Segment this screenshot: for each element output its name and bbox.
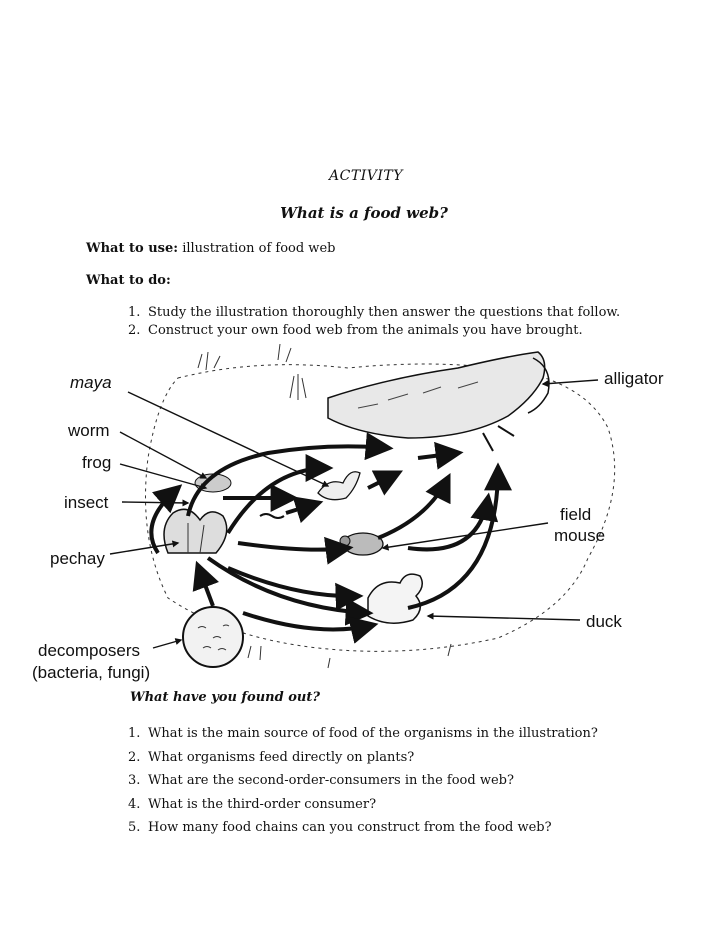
field-mouse-icon [340,533,383,555]
list-item [128,726,598,750]
label-maya: maya [70,373,112,392]
label-pechay: pechay [50,549,105,568]
label-frog: frog [82,453,112,472]
activity-heading: ACTIVITY [329,168,403,184]
found-out-heading: What have you found out? [130,690,320,705]
label-alligator: alligator [604,369,664,388]
label-duck: duck [586,612,622,631]
step-text: Construct your own food web from the animals you have brought. [148,323,583,338]
decomposer-arrow [198,566,213,606]
step-number: 2. [128,323,141,338]
label-mouse: mouse [554,526,606,545]
questions-list [128,726,598,844]
question-text: What is the third-order consumer? [148,796,377,812]
list-item [128,304,620,322]
label-field: field [560,505,592,524]
bird-icon [318,472,360,500]
label-bacteria-fungi: (bacteria, fungi) [32,663,151,682]
pechay-icon [164,509,227,553]
steps-list [128,304,620,340]
what-to-use-value: illustration of food web [182,241,336,256]
question-number: 5. [128,820,141,835]
question-number: 3. [128,773,141,788]
question-number: 2. [128,749,141,765]
question-text: How many food chains can you construct from the food web? [148,820,552,835]
what-to-do-label: What to do: [86,273,171,288]
label-worm: worm [68,421,110,440]
activity-subtitle: What is a food web? [280,204,448,222]
worm-icon [260,514,284,518]
decomposers-icon [183,607,243,667]
question-number: 4. [128,796,141,812]
list-item [128,797,598,821]
label-decomposers: decomposers [38,641,141,660]
step-text: Study the illustration thoroughly then answer the questions that follow. [148,305,621,320]
what-to-use-label: What to use: [86,241,179,256]
question-number: 1. [128,726,141,741]
list-item [128,773,598,797]
label-insect: insect [64,493,109,512]
question-text: What are the second-order-consumers in the food web? [148,773,514,788]
list-item [128,750,598,774]
duck-icon [368,574,422,623]
list-item [128,820,598,844]
what-to-do-line [86,273,171,288]
what-to-use-line [86,241,335,256]
food-web-illustration [28,338,678,696]
step-number: 1. [128,305,141,320]
question-text: What organisms feed directly on plants? [148,749,415,765]
question-text: What is the main source of food of the organisms in the illustration? [148,726,598,741]
